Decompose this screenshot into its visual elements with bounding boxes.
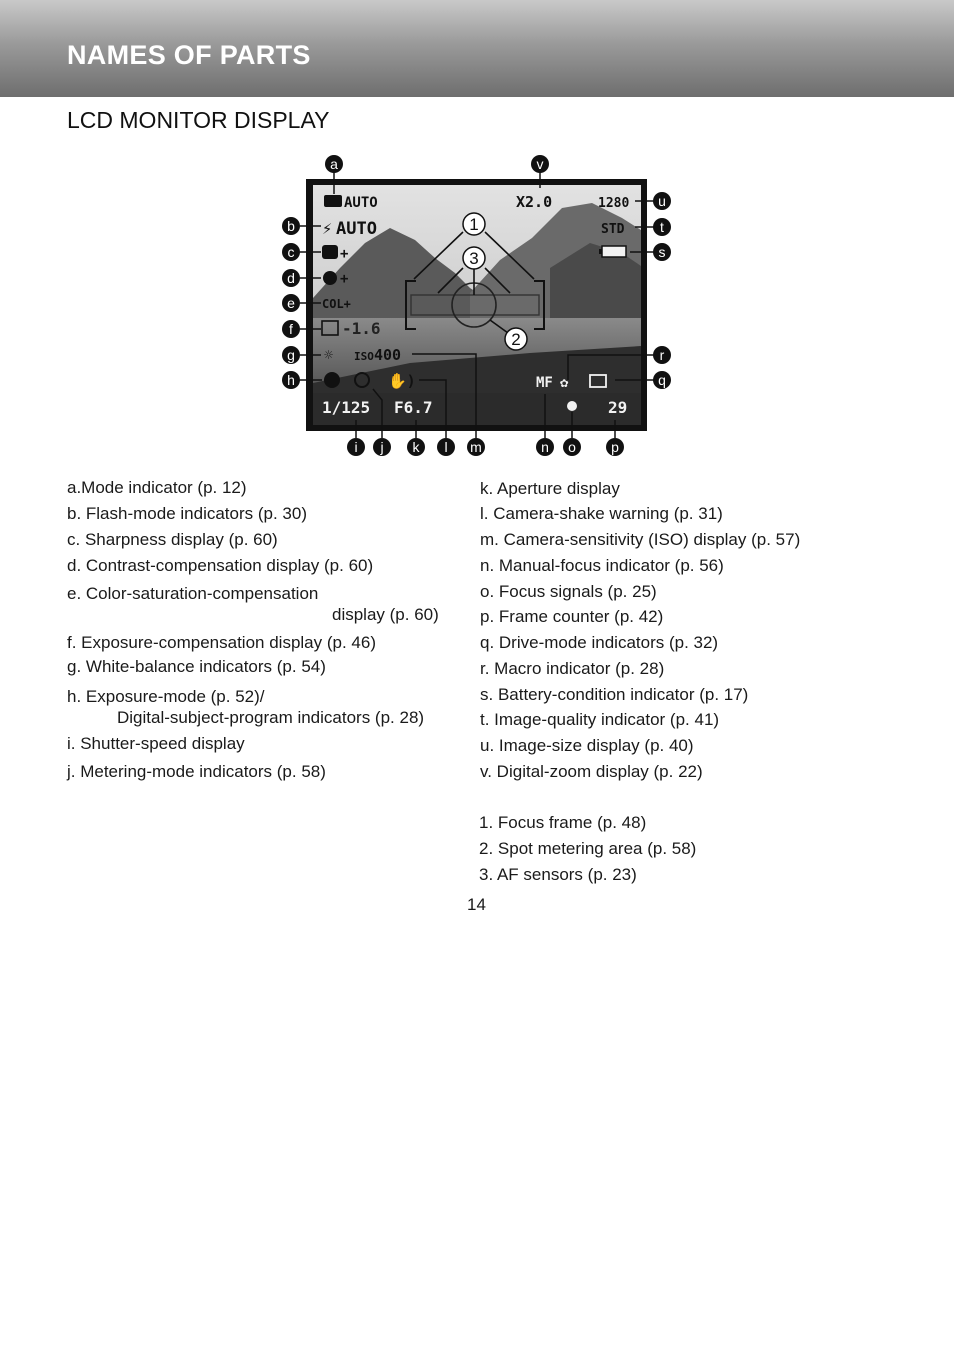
caption-e: e. Color-saturation-compensation [67, 584, 319, 603]
callout-m [467, 438, 485, 456]
sharpness-icon [322, 245, 338, 259]
svg-text:c: c [287, 244, 295, 260]
callout-j [373, 438, 391, 456]
svg-text:1: 1 [469, 215, 479, 234]
caption-s: s. Battery-condition indicator (p. 17) [480, 685, 749, 704]
sharpness-plus: + [340, 246, 349, 262]
caption-3: 3. AF sensors (p. 23) [479, 865, 637, 884]
svg-text:h: h [287, 372, 295, 388]
caption-v: v. Digital-zoom display (p. 22) [480, 762, 703, 781]
caption-u: u. Image-size display (p. 40) [480, 736, 694, 755]
mode-value: AUTO [344, 195, 378, 211]
exposure-comp-value: -1.6 [342, 319, 381, 338]
svg-text:d: d [287, 270, 295, 286]
image-size-value: 1280 [598, 196, 630, 211]
callout-1 [463, 213, 485, 235]
page-header [0, 0, 954, 97]
caption-j: j. Metering-mode indicators (p. 58) [67, 762, 326, 781]
zoom-value: X2.0 [516, 193, 553, 211]
svg-text:i: i [354, 439, 358, 455]
flash-value: AUTO [336, 219, 377, 239]
callout-a [325, 155, 343, 173]
svg-text:k: k [412, 439, 420, 455]
svg-text:j: j [380, 439, 384, 455]
callout-d [282, 269, 300, 287]
page-number: 14 [467, 895, 486, 914]
iso-value: 400 [374, 346, 402, 364]
white-balance-icon: ☼ [324, 346, 334, 364]
contrast-icon [323, 271, 337, 285]
callout-e [282, 294, 300, 312]
camera-mode-icon [324, 195, 342, 207]
caption-c: c. Sharpness display (p. 60) [67, 530, 278, 549]
battery-tip [599, 249, 602, 254]
caption-a: a.Mode indicator (p. 12) [67, 478, 247, 497]
caption-o: o. Focus signals (p. 25) [480, 582, 657, 601]
contrast-plus: + [340, 271, 349, 287]
callout-r [653, 346, 671, 364]
camera-shake-icon: ✋) [388, 372, 416, 390]
callout-2 [505, 328, 527, 350]
caption-2: 2. Spot metering area (p. 58) [479, 839, 697, 858]
saturation-value: COL+ [322, 297, 351, 311]
svg-text:o: o [568, 439, 576, 455]
caption-1: 1. Focus frame (p. 48) [479, 813, 647, 832]
svg-text:v: v [536, 156, 544, 172]
manual-focus-value: MF [536, 375, 553, 391]
callout-c [282, 243, 300, 261]
caption-m: m. Camera-sensitivity (ISO) display (p. 57) [480, 530, 801, 549]
svg-text:m: m [470, 439, 482, 455]
section-title: LCD MONITOR DISPLAY [67, 107, 330, 133]
svg-text:t: t [660, 219, 664, 235]
svg-text:s: s [658, 244, 666, 260]
caption-p: p. Frame counter (p. 42) [480, 607, 664, 626]
svg-text:e: e [287, 295, 295, 311]
caption-k: k. Aperture display [480, 479, 620, 498]
focus-signal-icon [567, 401, 577, 411]
subject-program-icon [324, 372, 340, 388]
caption-g: g. White-balance indicators (p. 54) [67, 657, 326, 676]
caption-e-continued: display (p. 60) [332, 605, 439, 624]
callout-f [282, 320, 300, 338]
svg-text:r: r [659, 347, 665, 363]
iso-prefix: ISO [354, 350, 374, 363]
callout-p [606, 438, 624, 456]
page-title: NAMES OF PARTS [67, 40, 311, 70]
callout-i [347, 438, 365, 456]
flash-icon: ⚡ [322, 219, 333, 239]
callout-3 [463, 247, 485, 269]
frame-counter-value: 29 [608, 398, 628, 417]
caption-h: h. Exposure-mode (p. 52)/ [67, 687, 265, 706]
caption-q: q. Drive-mode indicators (p. 32) [480, 633, 719, 652]
svg-text:g: g [287, 347, 295, 363]
caption-b: b. Flash-mode indicators (p. 30) [67, 504, 307, 523]
svg-text:a: a [330, 156, 338, 172]
svg-text:p: p [611, 439, 619, 455]
svg-text:q: q [658, 372, 666, 388]
svg-text:u: u [658, 193, 666, 209]
svg-text:n: n [541, 439, 549, 455]
callout-k [407, 438, 425, 456]
caption-l: l. Camera-shake warning (p. 31) [480, 504, 723, 523]
svg-text:2: 2 [511, 330, 521, 349]
quality-value: STD [601, 222, 625, 237]
battery-icon [602, 246, 626, 257]
svg-text:l: l [444, 439, 448, 455]
macro-icon: ✿ [560, 375, 569, 391]
callout-b [282, 217, 300, 235]
caption-r: r. Macro indicator (p. 28) [480, 659, 665, 678]
caption-n: n. Manual-focus indicator (p. 56) [480, 556, 724, 575]
caption-h-continued: Digital-subject-program indicators (p. 28) [117, 708, 425, 727]
callout-q [653, 371, 671, 389]
callout-s [653, 243, 671, 261]
callout-o [563, 438, 581, 456]
callout-v [531, 155, 549, 173]
callout-l [437, 438, 455, 456]
lcd-diagram [270, 148, 690, 463]
svg-text:f: f [289, 321, 293, 337]
callout-u [653, 192, 671, 210]
svg-text:b: b [287, 218, 295, 234]
svg-text:3: 3 [469, 249, 479, 268]
callout-t [653, 218, 671, 236]
caption-t: t. Image-quality indicator (p. 41) [480, 710, 720, 729]
shutter-value: 1/125 [322, 398, 371, 417]
callout-g [282, 346, 300, 364]
callout-n [536, 438, 554, 456]
aperture-value: F6.7 [394, 398, 433, 417]
caption-f: f. Exposure-compensation display (p. 46) [67, 633, 376, 652]
callout-h [282, 371, 300, 389]
caption-i: i. Shutter-speed display [67, 734, 245, 753]
caption-d: d. Contrast-compensation display (p. 60) [67, 556, 374, 575]
